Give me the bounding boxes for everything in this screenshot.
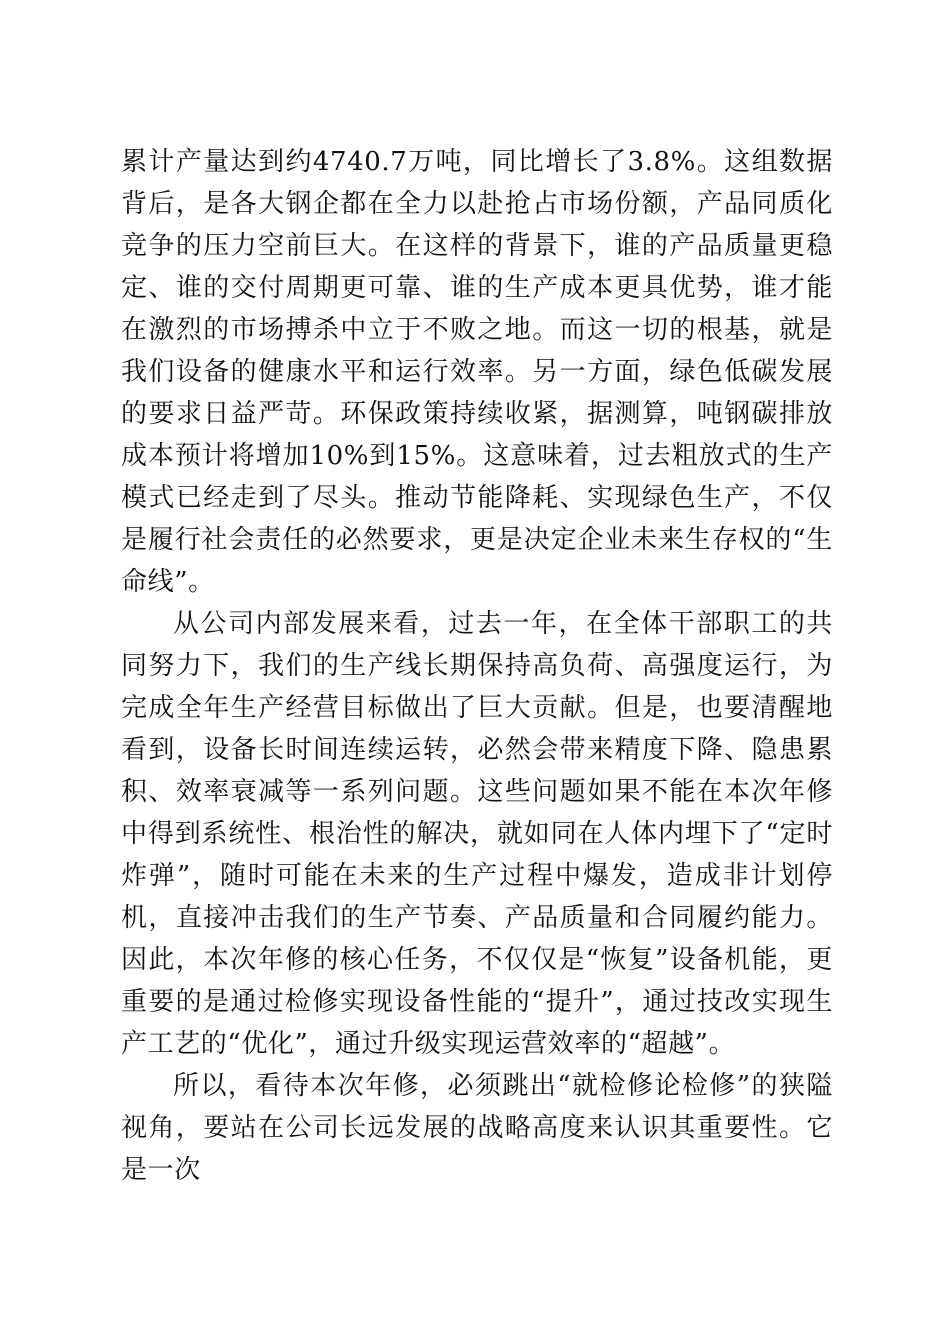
paragraph-strategic-view: 所以，看待本次年修，必须跳出“就检修论检修”的狭隘视角，要站在公司长远发展的战略高度来认识其重要性。它是一次 <box>121 1071 833 1185</box>
document-body <box>121 141 833 1191</box>
paragraph-internal-development: 从公司内部发展来看，过去一年，在全体干部职工的共同努力下，我们的生产线长期保持高负荷、高强度运行，为完成全年生产经营目标做出了巨大贡献。但是，也要清醒地看到，设备长时间连续运转，必然会带来精度下降、隐患累积、效率衰减等一系列问题。这些问题如果不能在本次年修中得到系统性、根治性的解决，就如同在人体内埋下了“定时炸弹”，随时可能在未来的生产过程中爆发，造成非计划停机，直接冲击我们的生产节奏、产品质量和合同履约能力。因此，本次年修的核心任务，不仅仅是“恢复”设备机能，更重要的是通过检修实现设备性能的“提升”，通过技改实现生产工艺的“优化”，通过升级实现运营效率的“超越”。 <box>121 609 833 1059</box>
paragraph-continued: 累计产量达到约4740.7万吨，同比增长了3.8%。这组数据背后，是各大钢企都在全力以赴抢占市场份额，产品同质化竞争的压力空前巨大。在这样的背景下，谁的产品质量更稳定、谁的交付周期更可靠、谁的生产成本更具优势，谁才能在激烈的市场搏杀中立于不败之地。而这一切的根基，就是我们设备的健康水平和运行效率。另一方面，绿色低碳发展的要求日益严苛。环保政策持续收紧，据测算，吨钢碳排放成本预计将增加10%到15%。这意味着，过去粗放式的生产模式已经走到了尽头。推动节能降耗、实现绿色生产，不仅是履行社会责任的必然要求，更是决定企业未来生存权的“生命线”。 <box>121 147 833 597</box>
